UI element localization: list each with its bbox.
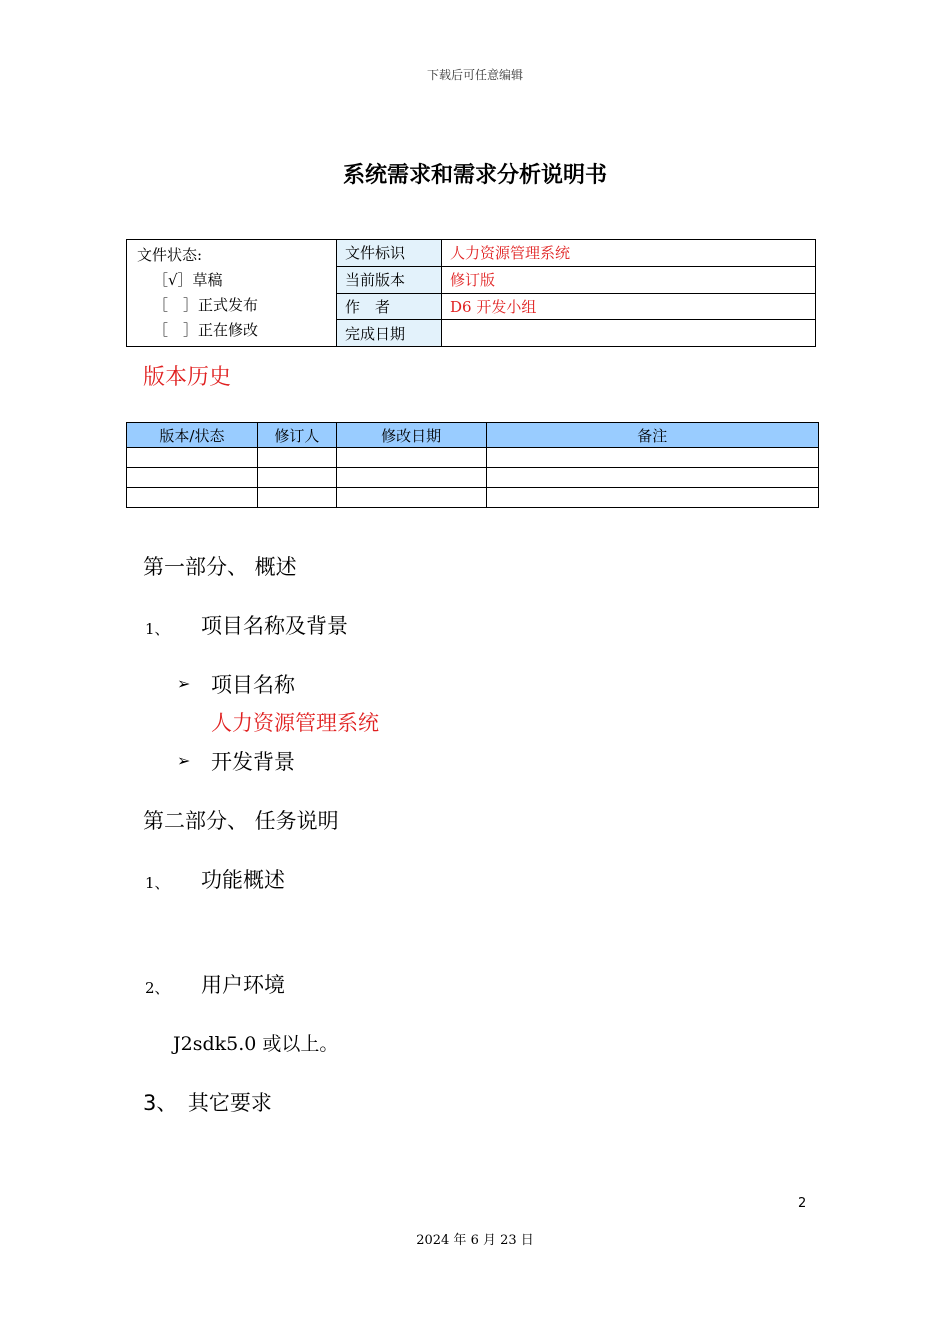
- status-option-draft: ［√］草稿: [153, 271, 223, 289]
- history-header-reviser: 修订人: [257, 423, 336, 448]
- part2-item2-number: 2、: [145, 979, 170, 997]
- status-row-value: D6 开发小组: [442, 293, 816, 320]
- document-title: 系统需求和需求分析说明书: [342, 163, 607, 188]
- history-header-date: 修改日期: [336, 423, 486, 448]
- file-status-cell: [127, 240, 337, 347]
- document-status-table: [126, 239, 816, 347]
- arrow-bullet-icon: ➢: [177, 674, 191, 693]
- arrow-bullet-icon: ➢: [177, 751, 191, 770]
- file-status-label: 文件状态:: [137, 246, 203, 264]
- status-row-value: [442, 320, 816, 347]
- part2-heading: 第二部分、 任务说明: [143, 809, 339, 833]
- status-row-label: 完成日期: [337, 320, 442, 347]
- part1-heading: 第一部分、 概述: [143, 555, 297, 579]
- history-header-version: 版本/状态: [127, 423, 258, 448]
- version-history-table: [126, 422, 819, 508]
- status-row-value: 人力资源管理系统: [442, 240, 816, 267]
- status-option-modifying: ［ ］正在修改: [153, 321, 259, 339]
- part2-item3: 3、 其它要求: [143, 1091, 272, 1115]
- user-environment-text: J2sdk5.0 或以上。: [173, 1033, 339, 1055]
- project-name-value: 人力资源管理系统: [211, 711, 379, 735]
- status-row-label: 作 者: [337, 293, 442, 320]
- table-row: [127, 468, 819, 488]
- header-note: 下载后可任意编辑: [426, 68, 523, 82]
- part2-item1-number: 1、: [145, 874, 170, 892]
- bullet-dev-background: 开发背景: [211, 750, 295, 774]
- table-row: [127, 488, 819, 508]
- footer-date: 2024 年 6 月 23 日: [416, 1233, 534, 1248]
- status-row-label: 文件标识: [337, 240, 442, 267]
- history-header-notes: 备注: [486, 423, 818, 448]
- part1-item1-title: 项目名称及背景: [201, 614, 348, 638]
- part1-item1-number: 1、: [145, 620, 170, 638]
- status-row-label: 当前版本: [337, 266, 442, 293]
- bullet-project-name: 项目名称: [211, 673, 295, 697]
- status-row-value: 修订版: [442, 266, 816, 293]
- table-row: [127, 448, 819, 468]
- version-history-heading: 版本历史: [143, 365, 232, 390]
- page-number: 2: [798, 1196, 807, 1211]
- status-option-published: ［ ］正式发布: [153, 296, 259, 314]
- part2-item2-title: 用户环境: [201, 973, 285, 997]
- part2-item1-title: 功能概述: [201, 868, 285, 892]
